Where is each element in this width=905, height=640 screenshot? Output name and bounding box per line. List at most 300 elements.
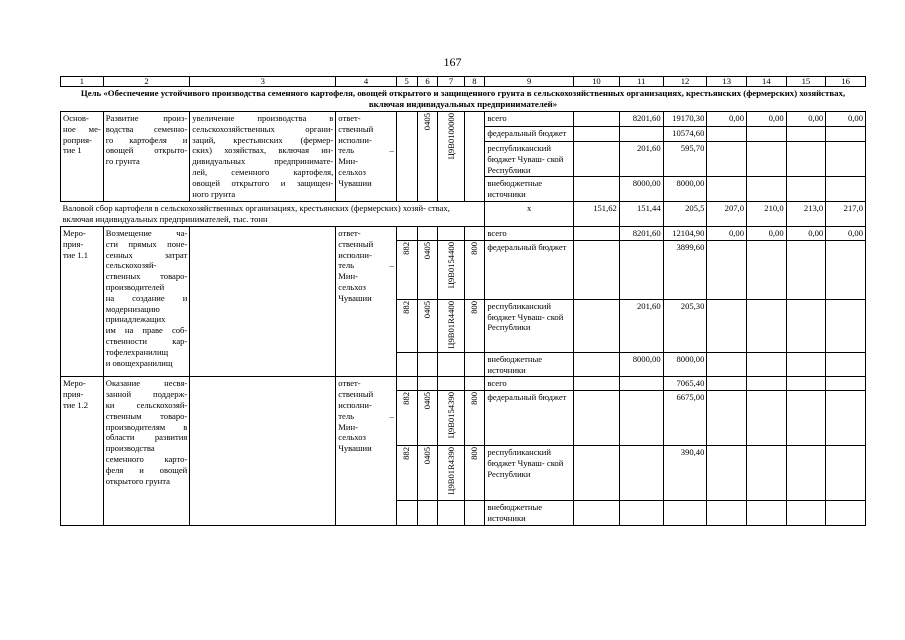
header-cell-text: 9 [527, 76, 532, 86]
header-row [61, 77, 866, 87]
value-v16 [826, 240, 866, 299]
code-cs-text: Ц9В01R4400 [445, 300, 456, 349]
event-title [103, 226, 190, 376]
event-title-line: ственным товаро- [105, 410, 188, 421]
value-2019 [573, 299, 619, 352]
code-rz [417, 352, 438, 377]
event-title-line: занной поддерж- [105, 389, 188, 400]
header-cell [464, 77, 485, 87]
event-title-line: принадлежащих [105, 314, 166, 325]
indicator-v13-text: 207,0 [724, 203, 745, 214]
code-grbs [396, 391, 417, 446]
funding-source-text: внебюджетные источники [487, 178, 543, 200]
value-v12 [663, 226, 707, 240]
indicator-v11-text: 151,44 [636, 203, 661, 214]
code-rz [417, 240, 438, 299]
code-grbs [396, 377, 417, 391]
indicator-v13 [707, 202, 747, 227]
event-name [61, 377, 104, 525]
code-rz [417, 446, 438, 501]
event-title-line: семенного карто- [105, 453, 188, 464]
funding-source [485, 501, 574, 526]
event-name-line: тие 1 [63, 145, 82, 156]
event-title-line: им на праве соб- [105, 325, 188, 336]
indicator-row [61, 202, 866, 227]
indicator-x [485, 202, 574, 227]
code-rz-text: 0405 [422, 447, 433, 465]
event-goal-desc-line: ного грунта [192, 188, 236, 199]
header-cell-text: 5 [404, 76, 409, 86]
event-goal-desc-line: дивидуальных предпринимате- [192, 156, 334, 167]
event-title-line: и овощехранилищ [105, 357, 173, 368]
code-vr [464, 446, 485, 501]
value-v11 [619, 377, 663, 391]
event-responsible-line: исполни- [338, 134, 372, 145]
event-title-line: производства [105, 443, 155, 454]
value-v15 [786, 240, 826, 299]
event-title-line: овощей открыто- [105, 145, 188, 156]
event-name-line: ное ме- [63, 123, 101, 134]
code-cs [438, 391, 464, 446]
value-v16 [826, 142, 866, 177]
value-v11-text: 8201,60 [632, 227, 661, 238]
header-cell-text: 2 [144, 76, 149, 86]
event-title-line: тофелехранилищ [105, 346, 169, 357]
header-cell [438, 77, 464, 87]
value-2019 [573, 240, 619, 299]
code-rz-text: 0405 [422, 392, 433, 410]
value-v13 [707, 391, 747, 446]
value-v14 [747, 377, 787, 391]
event-goal-desc-line: овощей открытого и защищен- [192, 177, 334, 188]
value-v15 [786, 391, 826, 446]
funding-source-text: всего [487, 378, 507, 389]
value-v12-text: 19170,30 [672, 113, 705, 123]
code-grbs [396, 352, 417, 377]
indicator-v15 [786, 202, 826, 227]
header-cell-text: 6 [425, 76, 430, 86]
funding-source-text: федеральный бюджет [487, 241, 567, 252]
indicator-text-text: Валовой сбор картофеля в сельскохозяйственных организациях, крестьянских (фермерских) хозяй- ствах, включая индивидуальных предпринимателей, тыс. тонн [62, 203, 450, 225]
indicator-v14-text: 210,0 [764, 203, 784, 214]
event-title-line: феля и овощей [105, 464, 188, 475]
value-v15 [786, 127, 826, 142]
event-name [61, 112, 104, 202]
value-v12-text: 6675,00 [676, 392, 705, 403]
event-title-line: сти прямых поне- [105, 238, 188, 249]
header-cell [336, 77, 396, 87]
header-cell-text: 16 [841, 76, 850, 86]
value-v13-text: 0,00 [728, 113, 745, 123]
value-v12-text: 390,40 [680, 447, 705, 458]
event-title-line: производителей [105, 281, 165, 292]
event-name-line: Меро- [63, 227, 86, 238]
code-vr [464, 226, 485, 240]
value-v14 [747, 112, 787, 127]
event-goal-desc-line: ских) хозяйствах, включая ин- [192, 145, 334, 156]
code-cs [438, 112, 464, 202]
indicator-v12-text: 205,5 [685, 203, 705, 214]
value-v11-text: 8000,00 [632, 353, 661, 364]
value-v16 [826, 501, 866, 526]
value-v13 [707, 377, 747, 391]
header-cell-text: 11 [637, 76, 646, 86]
value-v11 [619, 501, 663, 526]
value-v16 [826, 177, 866, 202]
event-title-line: модернизацию [105, 303, 160, 314]
value-v13 [707, 112, 747, 127]
event-title-line: открытого грунта [105, 475, 170, 486]
value-v13 [707, 352, 747, 377]
header-cell [103, 77, 190, 87]
value-v16-text: 0,00 [847, 113, 863, 123]
code-vr [464, 501, 485, 526]
value-v16-text: 0,00 [847, 227, 863, 238]
value-v12 [663, 142, 707, 177]
event-responsible-line: Мин- [338, 271, 358, 282]
value-v12 [663, 299, 707, 352]
code-rz [417, 226, 438, 240]
header-cell-text: 3 [260, 76, 265, 86]
event-title-line: Возмещение ча- [105, 227, 188, 238]
event-responsible-line: ответ- [338, 227, 361, 238]
value-v14 [747, 240, 787, 299]
header-cell-text: 8 [472, 76, 477, 86]
value-v12-text: 595,70 [680, 143, 705, 153]
code-vr [464, 240, 485, 299]
value-v12 [663, 501, 707, 526]
event-title [103, 377, 190, 525]
indicator-v14 [747, 202, 787, 227]
value-v11 [619, 177, 663, 202]
event-responsible [336, 377, 396, 525]
value-2019 [573, 142, 619, 177]
value-v11-text: 8000,00 [632, 178, 661, 189]
value-v12-text: 205,30 [680, 300, 705, 311]
value-v16 [826, 377, 866, 391]
code-vr-text: 800 [469, 241, 480, 255]
funding-source [485, 240, 574, 299]
event_1_1-total-row [61, 226, 866, 240]
event-responsible-line: исполни- [338, 249, 372, 260]
code-rz-text: 0405 [422, 300, 433, 318]
indicator-v16 [826, 202, 866, 227]
value-v14 [747, 352, 787, 377]
event-title-line: производителям в [105, 421, 188, 432]
code-cs [438, 226, 464, 240]
header-cell [573, 77, 619, 87]
value-v15 [786, 299, 826, 352]
value-v14 [747, 391, 787, 446]
value-v15 [786, 446, 826, 501]
event-responsible-line: ственный [338, 389, 374, 400]
header-cell-text: 10 [592, 76, 601, 86]
header-cell [663, 77, 707, 87]
value-v15 [786, 377, 826, 391]
header-cell-text: 12 [680, 76, 690, 86]
funding-source-text: республиканский бюджет Чуваш- ской Республики [487, 300, 564, 333]
value-v12-text: 7065,40 [676, 378, 705, 389]
header-cell-text: 4 [363, 76, 369, 86]
code-rz [417, 501, 438, 526]
header-cell [190, 77, 336, 87]
indicator-x-text: x [527, 203, 532, 214]
value-2019 [573, 226, 619, 240]
funding-source [485, 112, 574, 127]
value-v11 [619, 391, 663, 446]
indicator-v10-text: 151,62 [593, 203, 617, 214]
event-title-line: области развития [105, 432, 188, 443]
code-rz-text: 0405 [422, 241, 433, 259]
funding-source [485, 226, 574, 240]
value-v14 [747, 142, 787, 177]
header-cell [485, 77, 574, 87]
value-v12 [663, 377, 707, 391]
code-cs-text: Ц9В0100000 [445, 113, 456, 160]
event-responsible-line: ственный [338, 123, 374, 134]
funding-source [485, 391, 574, 446]
value-v13-text: 0,00 [728, 227, 745, 238]
code-cs-text: Ц9В0154400 [445, 241, 456, 289]
event-name-line: тие 1.1 [63, 249, 89, 260]
value-2019 [573, 352, 619, 377]
event-title-line: ственных товаро- [105, 271, 188, 282]
header-cell-text: 1 [79, 76, 85, 86]
value-v16 [826, 226, 866, 240]
value-2019 [573, 127, 619, 142]
header-cell [417, 77, 438, 87]
event-responsible-line: сельхоз [338, 281, 366, 292]
value-v14 [747, 177, 787, 202]
value-v12-text: 3899,60 [676, 241, 705, 252]
budget-table [60, 76, 866, 526]
value-v14-text: 0,00 [768, 227, 784, 238]
value-v15-text: 0,00 [808, 227, 824, 238]
header-cell-text: 13 [722, 76, 731, 86]
code-vr-text: 800 [469, 300, 480, 314]
value-v14 [747, 501, 787, 526]
event-responsible-line: Мин- [338, 156, 358, 167]
code-grbs [396, 112, 417, 202]
value-v12 [663, 352, 707, 377]
code-grbs [396, 240, 417, 299]
code-rz [417, 377, 438, 391]
funding-source [485, 142, 574, 177]
value-v11-text: 201,60 [636, 143, 661, 153]
value-v13 [707, 501, 747, 526]
event-title-line: Оказание несвя- [105, 378, 188, 389]
code-rz [417, 112, 438, 202]
code-cs [438, 377, 464, 391]
code-cs [438, 501, 464, 526]
event_1_2-total-row [61, 377, 866, 391]
code-cs-text: Ц9В01R4390 [445, 447, 456, 495]
code-grbs-text: 882 [401, 241, 412, 255]
event-responsible-line: тель – [338, 260, 394, 271]
funding-source-text: всего [487, 113, 507, 123]
value-v11 [619, 352, 663, 377]
code-cs [438, 240, 464, 299]
value-v13 [707, 299, 747, 352]
value-v16 [826, 391, 866, 446]
value-v12 [663, 446, 707, 501]
code-cs [438, 352, 464, 377]
value-v15 [786, 226, 826, 240]
value-v13 [707, 142, 747, 177]
event-title-line: Развитие произ- [105, 113, 188, 123]
funding-source [485, 299, 574, 352]
event-responsible-line: Чувашии [338, 177, 372, 188]
value-v11-text: 8201,60 [632, 113, 661, 123]
funding-source-text: внебюджетные источники [487, 353, 543, 375]
indicator-v16-text: 217,0 [843, 203, 863, 214]
value-2019 [573, 446, 619, 501]
funding-source [485, 352, 574, 377]
indicator-v10 [573, 202, 619, 227]
funding-source-text: федеральный бюджет [487, 128, 567, 138]
event-title [103, 112, 190, 202]
indicator-v11 [619, 202, 663, 227]
event-responsible-line: ственный [338, 238, 374, 249]
value-v16 [826, 299, 866, 352]
value-v11 [619, 299, 663, 352]
event-responsible-line: сельхоз [338, 166, 366, 177]
value-v11 [619, 240, 663, 299]
header-cell-text: 14 [762, 76, 771, 86]
value-v16 [826, 112, 866, 127]
indicator-v12 [663, 202, 707, 227]
value-v12 [663, 127, 707, 142]
value-v12 [663, 240, 707, 299]
event-title-line: сенных затрат [105, 249, 188, 260]
code-rz [417, 391, 438, 446]
event-responsible-line: Мин- [338, 421, 358, 432]
event-title-line: сельскохозяй- [105, 260, 157, 271]
code-vr [464, 391, 485, 446]
event-name-line: роприя- [63, 134, 92, 145]
value-v11 [619, 226, 663, 240]
value-v13 [707, 127, 747, 142]
header-cell [786, 77, 826, 87]
indicator-v15-text: 213,0 [803, 203, 824, 214]
code-vr [464, 352, 485, 377]
code-cs [438, 299, 464, 352]
event-title-line: водства семенно- [105, 123, 188, 134]
code-rz [417, 299, 438, 352]
value-v16 [826, 446, 866, 501]
event-goal-desc [190, 112, 336, 202]
value-v11 [619, 112, 663, 127]
code-vr-text: 800 [469, 392, 480, 406]
page-number: 167 [443, 55, 462, 69]
goal-text-text: Цель «Обеспечение устойчивого производства семенного картофеля, овощей открытого и защищенного грунта в сельскохозяйственных организациях, крестьянских (фермерских) хозяйствах, включая индивидуальных предпринимателей» [80, 88, 846, 109]
funding-source-text: республиканский бюджет Чуваш- ской Республики [487, 143, 564, 175]
value-v11-text: 201,60 [636, 300, 661, 311]
event-responsible-line: тель – [338, 410, 394, 421]
value-2019 [573, 377, 619, 391]
event-responsible-line: ответ- [338, 113, 361, 123]
event-responsible-line: исполни- [338, 399, 372, 410]
indicator-text [61, 202, 485, 227]
value-v12 [663, 177, 707, 202]
event-responsible-line: сельхоз [338, 432, 366, 443]
event-name-line: Основ- [63, 113, 89, 123]
value-v12-text: 12104,90 [672, 227, 705, 238]
value-v15 [786, 142, 826, 177]
code-grbs [396, 501, 417, 526]
value-2019 [573, 112, 619, 127]
event-goal-desc [190, 377, 336, 525]
funding-source [485, 127, 574, 142]
header-cell [396, 77, 417, 87]
event-name-line: прия- [63, 238, 84, 249]
event-responsible [336, 226, 396, 376]
funding-source-text: всего [487, 227, 507, 238]
value-v11 [619, 127, 663, 142]
event-goal-desc [190, 226, 336, 376]
value-2019 [573, 177, 619, 202]
event-goal-desc-line: увеличение производства в [192, 113, 334, 123]
code-cs [438, 446, 464, 501]
header-cell [826, 77, 866, 87]
value-v14-text: 0,00 [768, 113, 784, 123]
code-vr [464, 299, 485, 352]
code-grbs-text: 882 [401, 447, 412, 461]
goal-text [61, 87, 866, 112]
header-cell [707, 77, 747, 87]
value-v13 [707, 446, 747, 501]
header-cell [747, 77, 787, 87]
event-responsible-line: ответ- [338, 378, 361, 389]
event-goal-desc-line: лей, семенного картофеля, [192, 166, 334, 177]
header-cell-text: 15 [801, 76, 811, 86]
event-title-line: го грунта [105, 156, 140, 167]
funding-source-text: республиканский бюджет Чуваш- ской Республики [487, 447, 564, 479]
value-v14 [747, 127, 787, 142]
value-v14 [747, 299, 787, 352]
event-goal-desc-line: заций, крестьянских (фермер- [192, 134, 334, 145]
value-v12-text: 10574,60 [672, 128, 705, 138]
funding-source [485, 377, 574, 391]
code-grbs [396, 446, 417, 501]
event-goal-desc-line: сельскохозяйственных органи- [192, 123, 334, 134]
funding-source [485, 446, 574, 501]
value-v15 [786, 177, 826, 202]
code-rz-text: 0405 [422, 113, 433, 131]
code-cs-text: Ц9В0154390 [445, 392, 456, 439]
code-grbs [396, 299, 417, 352]
value-v11 [619, 446, 663, 501]
value-v16 [826, 352, 866, 377]
value-v13 [707, 226, 747, 240]
event-responsible [336, 112, 396, 202]
value-v15 [786, 352, 826, 377]
value-v15-text: 0,00 [808, 113, 824, 123]
value-v16 [826, 127, 866, 142]
event-title-line: го картофеля и [105, 134, 188, 145]
main-event-row [61, 112, 866, 127]
value-v15 [786, 501, 826, 526]
header-cell-text: 7 [448, 76, 454, 86]
value-v15 [786, 112, 826, 127]
event-name-line: тие 1.2 [63, 399, 89, 410]
code-grbs-text: 882 [401, 392, 412, 406]
header-cell [61, 77, 104, 87]
funding-source-text: федеральный бюджет [487, 392, 567, 403]
value-2019 [573, 501, 619, 526]
value-v13 [707, 177, 747, 202]
value-v12-text: 8000,00 [676, 353, 705, 364]
